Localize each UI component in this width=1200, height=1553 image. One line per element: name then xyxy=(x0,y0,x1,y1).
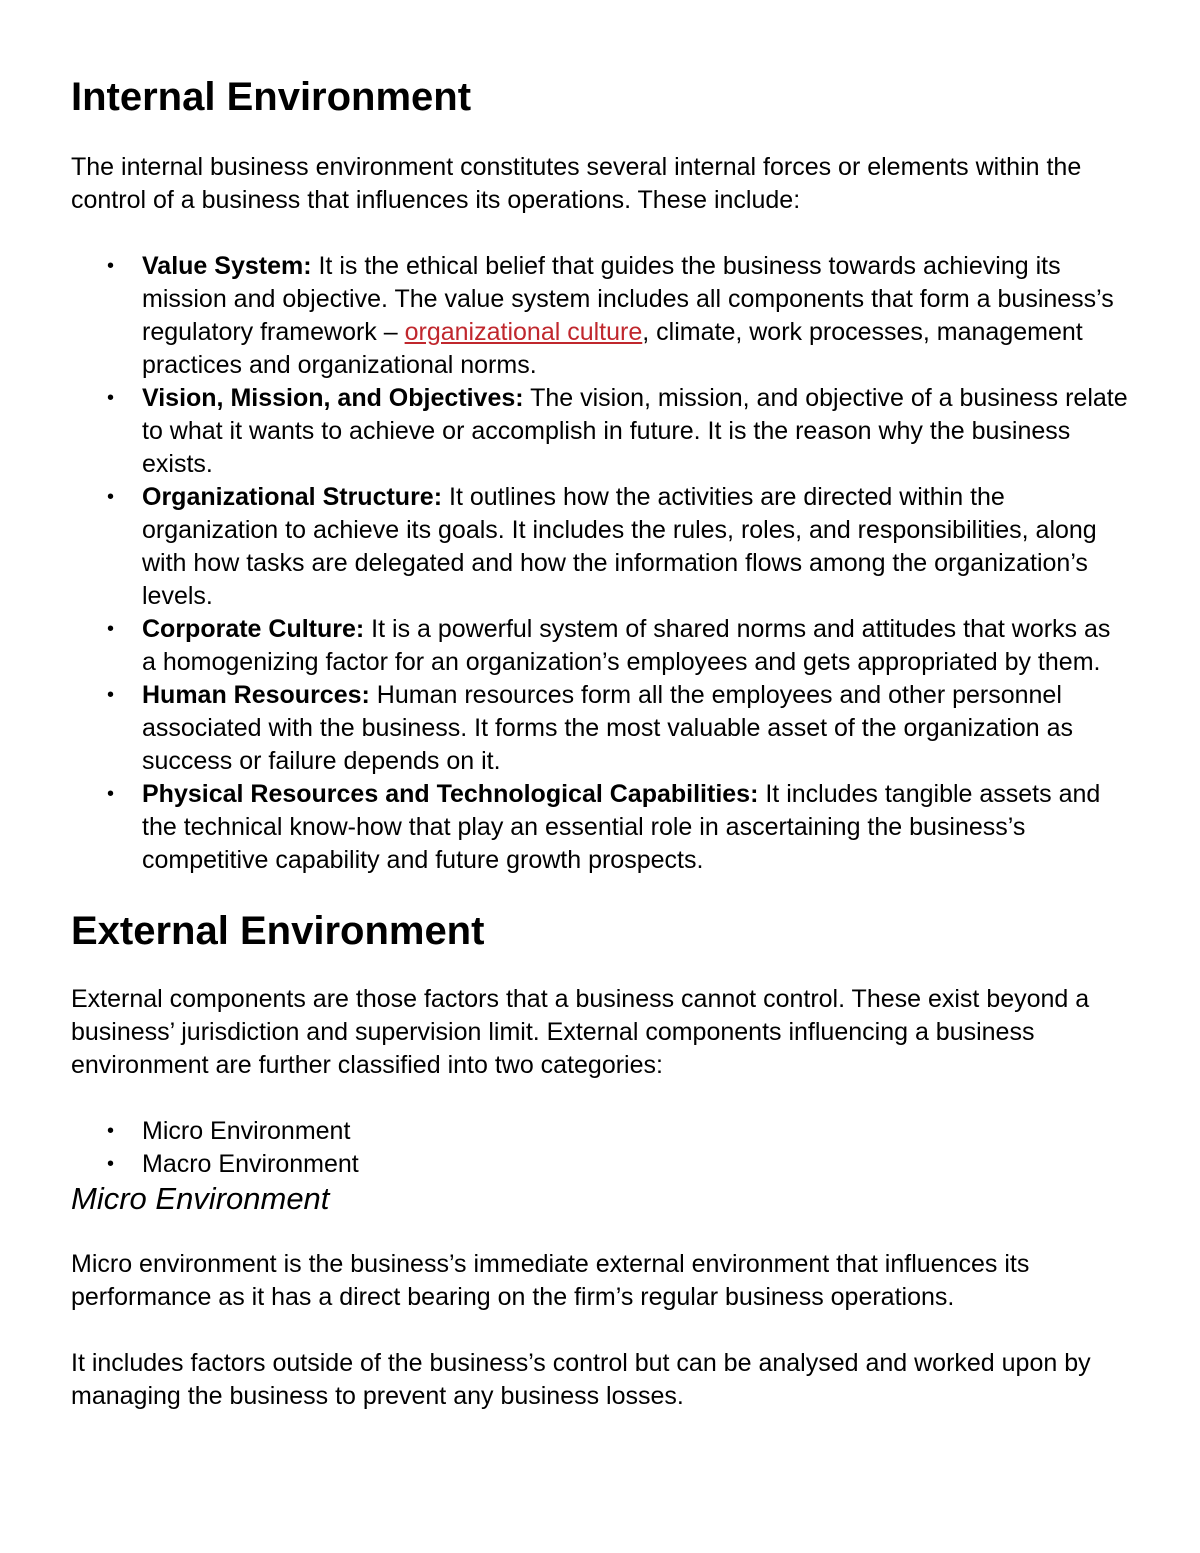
item-text: The vision, mission, and objective of a business relate to what it wants to achieve or accomplish in future. It is the reason why the business exists. xyxy=(142,384,1128,478)
item-text: It includes tangible assets and the technical know-how that play an essential role in ascertaining the business’s competitive capability and future growth prospects. xyxy=(142,780,1101,874)
term-label: Physical Resources and Technological Capabilities: xyxy=(142,780,759,808)
list-item-organizational-structure xyxy=(71,481,1130,613)
item-text: It outlines how the activities are directed within the organization to achieve its goals. It includes the rules, roles, and responsibilities, along with how tasks are delegated and how the information flows among the organization’s levels. xyxy=(142,483,1097,610)
organizational-culture-link[interactable]: organizational culture xyxy=(404,318,643,346)
list-item-vision-mission xyxy=(71,382,1130,481)
internal-intro-paragraph: The internal business environment constitutes several internal forces or elements within the control of a business that influences its operations. These include: xyxy=(71,153,1082,214)
list-item-human-resources xyxy=(71,679,1130,778)
term-label: Value System: xyxy=(142,252,312,280)
list-item-physical-resources xyxy=(71,778,1130,877)
item-text: Macro Environment xyxy=(142,1150,359,1178)
bullet-icon: • xyxy=(107,1120,115,1142)
bullet-icon: • xyxy=(107,1153,115,1175)
bullet-icon: • xyxy=(107,387,115,409)
bullet-icon: • xyxy=(107,684,115,706)
list-item-value-system xyxy=(71,250,1130,382)
term-label: Vision, Mission, and Objectives: xyxy=(142,384,524,412)
internal-environment-heading: Internal Environment xyxy=(71,75,472,119)
item-text: , climate, work processes, management practices and organizational norms. xyxy=(142,318,1083,379)
list-item-micro-environment xyxy=(71,1115,1130,1148)
term-label: Human Resources: xyxy=(142,681,370,709)
micro-environment-subheading: Micro Environment xyxy=(71,1181,330,1216)
micro-paragraph-1: Micro environment is the business’s immediate external environment that influences its performance as it has a direct bearing on the firm’s regular business operations. xyxy=(71,1250,1030,1311)
item-text: Micro Environment xyxy=(142,1117,351,1145)
bullet-icon: • xyxy=(107,486,115,508)
item-text: Human resources form all the employees and other personnel associated with the business. It forms the most valuable asset of the organization as success or failure depends on it. xyxy=(142,681,1074,775)
term-label: Corporate Culture: xyxy=(142,615,365,643)
bullet-icon: • xyxy=(107,618,115,640)
item-text: It is a powerful system of shared norms and attitudes that works as a homogenizing factor for an organization’s employees and gets appropriated by them. xyxy=(142,615,1111,676)
list-item-corporate-culture xyxy=(71,613,1130,679)
external-intro-paragraph: External components are those factors that a business cannot control. These exist beyond a business’ jurisdiction and supervision limit. External components influencing a business environment are further classified into two categories: xyxy=(71,985,1090,1079)
micro-paragraph-2: It includes factors outside of the business’s control but can be analysed and worked upon by managing the business to prevent any business losses. xyxy=(71,1349,1091,1410)
item-text: It is the ethical belief that guides the business towards achieving its mission and objective. The value system includes all components that form a business’s regulatory framework – xyxy=(142,252,1114,346)
term-label: Organizational Structure: xyxy=(142,483,443,511)
bullet-icon: • xyxy=(107,783,115,805)
bullet-icon: • xyxy=(107,255,115,277)
external-categories-list xyxy=(71,1115,1130,1181)
internal-factors-list xyxy=(71,250,1130,877)
external-environment-heading: External Environment xyxy=(71,909,485,953)
list-item-macro-environment xyxy=(71,1148,1130,1181)
